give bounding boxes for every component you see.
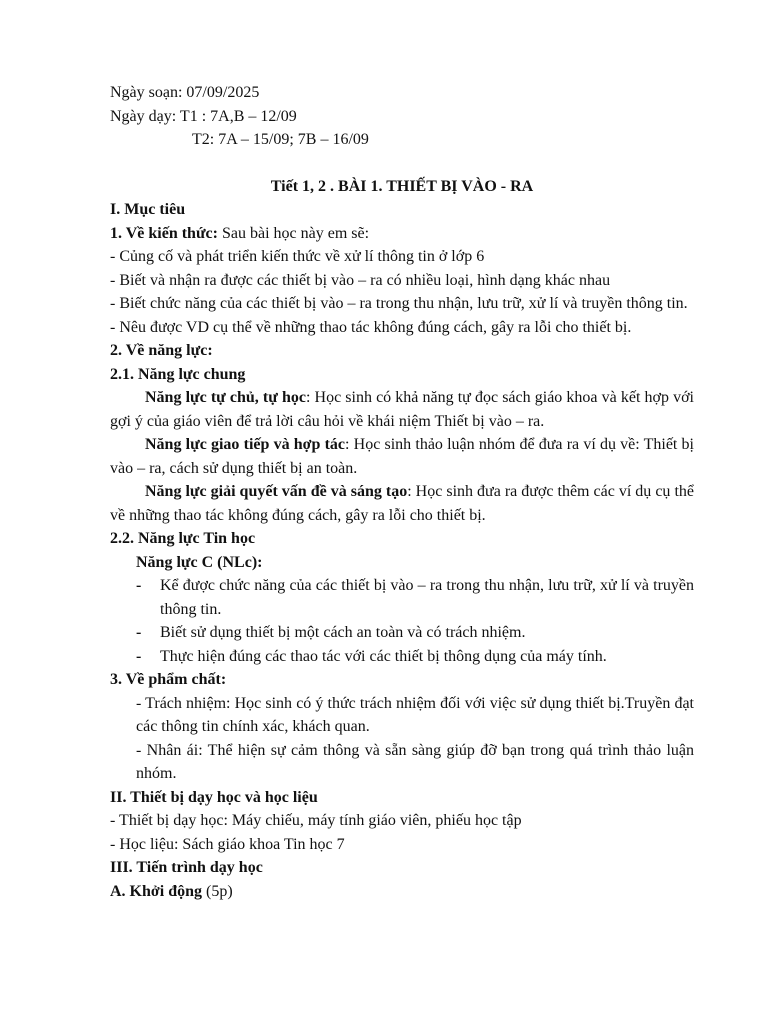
competency-c-heading: Năng lực C (NLc): <box>136 553 263 571</box>
general-competency-heading: 2.1. Năng lực chung <box>110 365 246 383</box>
competency-label: Năng lực giao tiếp và hợp tác <box>145 436 346 453</box>
spacer <box>110 152 694 175</box>
competency-c-list <box>110 574 694 668</box>
informatics-competency-heading: 2.2. Năng lực Tin học <box>110 530 256 547</box>
knowledge-item: - Củng cố và phát triển kiến thức về xử lí thông tin ở lớp 6 <box>110 248 485 265</box>
knowledge-item: - Biết chức năng của các thiết bị vào – ra trong thu nhận, lưu trữ, xử lí và truyền thông tin. <box>110 295 688 312</box>
part-a-time: (5p) <box>202 882 233 900</box>
qualities-heading: 3. Về phẩm chất: <box>110 671 227 688</box>
part-a-line <box>110 880 694 904</box>
list-item <box>136 621 694 645</box>
general-competency-paragraph <box>110 386 694 433</box>
lesson-title: Tiết 1, 2 . BÀI 1. THIẾT BỊ VÀO - RA <box>270 177 534 195</box>
competency-label: Năng lực giải quyết vấn đề và sáng tạo <box>145 483 408 500</box>
equipment-item: - Thiết bị dạy học: Máy chiếu, máy tính giáo viên, phiếu học tập <box>110 812 522 829</box>
knowledge-item: - Nêu được VD cụ thể về những thao tác không đúng cách, gây ra lỗi cho thiết bị. <box>110 318 632 336</box>
knowledge-heading: 1. Về kiến thức: <box>110 224 218 242</box>
competency-text: : Học sinh thảo luận nhóm để đưa ra ví dụ về: Thiết bị vào – ra, cách sử dụng thiết bị an toàn. <box>110 436 694 477</box>
dash-bullet: - <box>136 577 142 594</box>
knowledge-heading-line <box>110 222 694 246</box>
quality-item: - Trách nhiệm: Học sinh có ý thức trách nhiệm đối với việc sử dụng thiết bị.Truyền đạt các thông tin chính xác, khách quan. <box>136 694 694 735</box>
section-1-heading: I. Mục tiêu <box>110 201 186 218</box>
teach-date: Ngày dạy: T1 : 7A,B – 12/09 <box>110 107 297 125</box>
list-item-text: Biết sử dụng thiết bị một cách an toàn và có trách nhiệm. <box>160 624 526 641</box>
list-item-text: Kể được chức năng của các thiết bị vào – ra trong thu nhận, lưu trữ, xử lí và truyền thông tin. <box>160 577 694 618</box>
general-competency-paragraph <box>110 433 694 480</box>
section-3-heading: III. Tiến trình dạy học <box>110 859 263 876</box>
quality-item: - Nhân ái: Thể hiện sự cảm thông và sẵn sàng giúp đỡ bạn trong quá trình thảo luận nhóm. <box>136 741 694 782</box>
prep-date: Ngày soạn: 07/09/2025 <box>110 84 260 101</box>
list-item <box>136 645 694 669</box>
knowledge-item: - Biết và nhận ra được các thiết bị vào – ra có nhiều loại, hình dạng khác nhau <box>110 271 611 289</box>
dash-bullet: - <box>136 647 142 665</box>
part-a-heading: A. Khởi động <box>110 882 202 900</box>
dash-bullet: - <box>136 624 142 641</box>
equipment-item: - Học liệu: Sách giáo khoa Tin học 7 <box>110 835 345 853</box>
section-2-heading: II. Thiết bị dạy học và học liệu <box>110 788 318 806</box>
competency-text: : Học sinh đưa ra được thêm các ví dụ cụ thể về những thao tác không đúng cách, gây ra lỗi cho thiết bị. <box>110 483 694 524</box>
competency-heading: 2. Về năng lực: <box>110 342 213 359</box>
teach-date-t2: T2: 7A – 15/09; 7B – 16/09 <box>192 131 369 148</box>
general-competency-paragraph <box>110 480 694 527</box>
list-item <box>136 574 694 621</box>
list-item-text: Thực hiện đúng các thao tác với các thiết bị thông dụng của máy tính. <box>160 647 607 665</box>
competency-text: : Học sinh có khả năng tự đọc sách giáo khoa và kết hợp với gợi ý của giáo viên để trả lời câu hỏi về khái niệm Thiết bị vào – ra. <box>110 389 695 430</box>
knowledge-intro: Sau bài học này em sẽ: <box>217 224 370 242</box>
competency-label: Năng lực tự chủ, tự học <box>145 389 306 406</box>
